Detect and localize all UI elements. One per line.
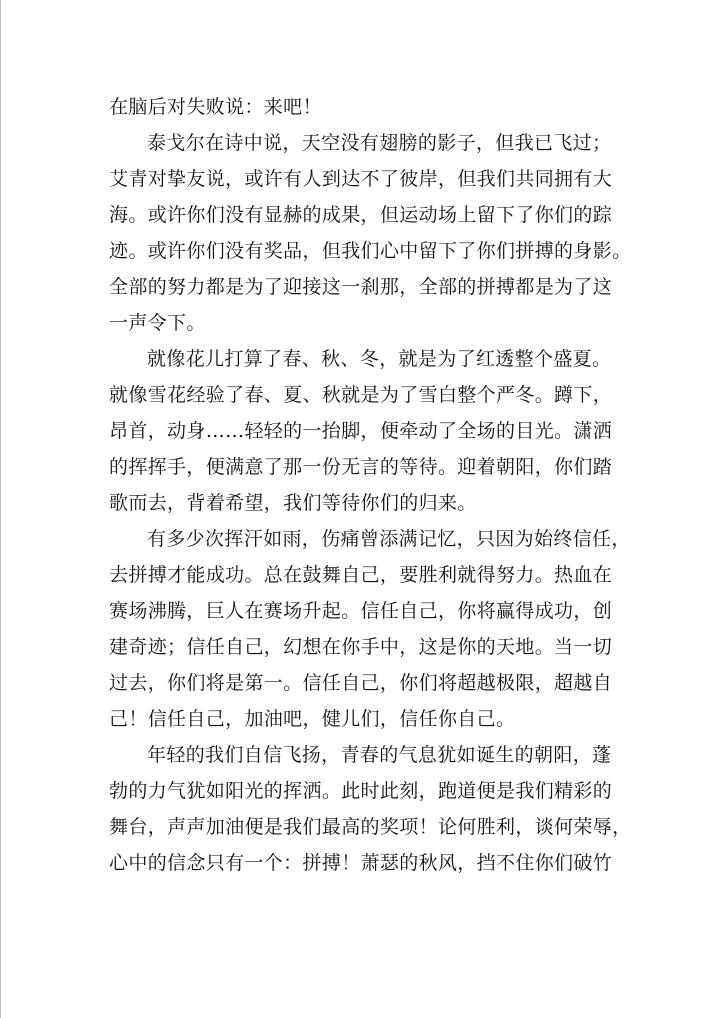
text-line: 舞台，声声加油便是我们最高的奖项！论何胜利，谈何荣辱， <box>109 816 632 838</box>
text-line: 年轻的我们自信飞扬，青春的气息犹如诞生的朝阳，蓬 <box>147 744 612 766</box>
text-line: 赛场沸腾，巨人在赛场升起。信任自己，你将赢得成功，创 <box>109 600 613 622</box>
text-line: 就像花儿打算了春、秋、冬，就是为了红透整个盛夏。 <box>147 348 612 370</box>
text-line: 己！信任自己，加油吧，健儿们，信任你自己。 <box>109 708 516 730</box>
text-line: 在脑后对失败说：来吧！ <box>109 96 322 118</box>
text-line: 就像雪花经验了春、夏、秋就是为了雪白整个严冬。蹲下， <box>109 384 613 406</box>
text-line: 过去，你们将是第一。信任自己，你们将超越极限，超越自 <box>109 672 613 694</box>
text-line: 的挥挥手，便满意了那一份无言的等待。迎着朝阳，你们踏 <box>109 456 613 478</box>
text-line: 昂首，动身……轻轻的一抬脚，便牵动了全场的目光。潇洒 <box>109 420 613 442</box>
text-line: 建奇迹；信任自己，幻想在你手中，这是你的天地。当一切 <box>109 636 613 658</box>
text-line: 勃的力气犹如阳光的挥洒。此时此刻，跑道便是我们精彩的 <box>109 780 613 802</box>
text-line: 心中的信念只有一个：拼搏！萧瑟的秋风，挡不住你们破竹 <box>109 852 613 874</box>
text-line: 一声令下。 <box>109 312 206 334</box>
document-body <box>109 89 632 881</box>
text-line: 海。或许你们没有显赫的成果，但运动场上留下了你们的踪 <box>109 204 613 226</box>
text-line: 迹。或许你们没有奖品，但我们心中留下了你们拼搏的身影。 <box>109 240 632 262</box>
text-line: 歌而去，背着希望，我们等待你们的归来。 <box>109 492 477 514</box>
text-line: 全部的努力都是为了迎接这一刹那，全部的拼搏都是为了这 <box>109 276 613 298</box>
text-line: 泰戈尔在诗中说，天空没有翅膀的影子，但我已飞过； <box>147 132 612 154</box>
text-line: 有多少次挥汗如雨，伤痛曾添满记忆，只因为始终信任， <box>147 528 631 550</box>
text-line: 艾青对挚友说，或许有人到达不了彼岸，但我们共同拥有大 <box>109 168 613 190</box>
text-line: 去拼搏才能成功。总在鼓舞自己，要胜利就得努力。热血在 <box>109 564 613 586</box>
